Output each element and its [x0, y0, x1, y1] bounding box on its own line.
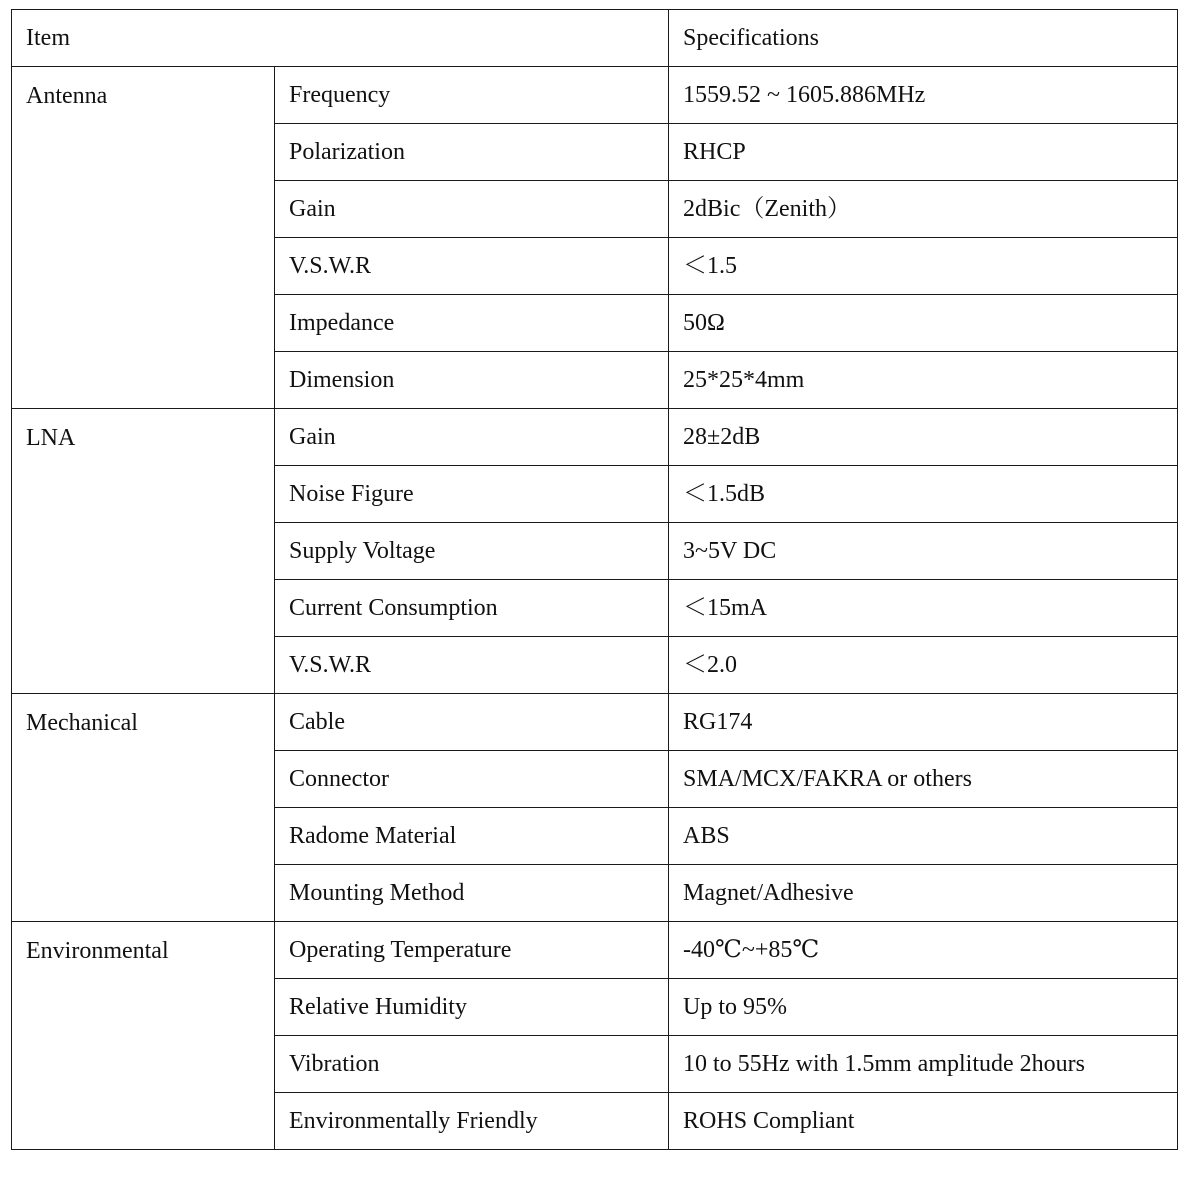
param-cell: Gain — [275, 409, 669, 466]
param-cell: Vibration — [275, 1036, 669, 1093]
spec-cell: 10 to 55Hz with 1.5mm amplitude 2hours — [669, 1036, 1178, 1093]
group-environmental: Environmental — [12, 922, 275, 1150]
table-row — [12, 694, 1178, 751]
param-cell: Noise Figure — [275, 466, 669, 523]
param-cell: Polarization — [275, 124, 669, 181]
table-row — [12, 409, 1178, 466]
param-cell: Supply Voltage — [275, 523, 669, 580]
param-cell: V.S.W.R — [275, 637, 669, 694]
spec-cell: SMA/MCX/FAKRA or others — [669, 751, 1178, 808]
spec-cell: ROHS Compliant — [669, 1093, 1178, 1150]
spec-cell: ＜15mA — [669, 580, 1178, 637]
param-cell: Relative Humidity — [275, 979, 669, 1036]
table-row — [12, 67, 1178, 124]
param-cell: Impedance — [275, 295, 669, 352]
spec-cell: RG174 — [669, 694, 1178, 751]
group-mechanical: Mechanical — [12, 694, 275, 922]
spec-cell: 1559.52 ~ 1605.886MHz — [669, 67, 1178, 124]
spec-cell: ＜2.0 — [669, 637, 1178, 694]
spec-cell: 50Ω — [669, 295, 1178, 352]
spec-cell: 2dBic（Zenith） — [669, 181, 1178, 238]
spec-cell: Magnet/Adhesive — [669, 865, 1178, 922]
spec-cell: ABS — [669, 808, 1178, 865]
spec-cell: RHCP — [669, 124, 1178, 181]
spec-cell: 25*25*4mm — [669, 352, 1178, 409]
spec-cell: Up to 95% — [669, 979, 1178, 1036]
param-cell: V.S.W.R — [275, 238, 669, 295]
param-cell: Connector — [275, 751, 669, 808]
param-cell: Operating Temperature — [275, 922, 669, 979]
spec-cell: 3~5V DC — [669, 523, 1178, 580]
param-cell: Dimension — [275, 352, 669, 409]
specifications-table — [11, 9, 1178, 1150]
spec-cell: ＜1.5dB — [669, 466, 1178, 523]
param-cell: Current Consumption — [275, 580, 669, 637]
group-lna: LNA — [12, 409, 275, 694]
spec-cell: 28±2dB — [669, 409, 1178, 466]
spec-cell: -40℃~+85℃ — [669, 922, 1178, 979]
table-row — [12, 922, 1178, 979]
param-cell: Frequency — [275, 67, 669, 124]
param-cell: Radome Material — [275, 808, 669, 865]
group-antenna: Antenna — [12, 67, 275, 409]
param-cell: Mounting Method — [275, 865, 669, 922]
param-cell: Cable — [275, 694, 669, 751]
header-specifications: Specifications — [669, 10, 1178, 67]
param-cell: Gain — [275, 181, 669, 238]
table-header-row — [12, 10, 1178, 67]
param-cell: Environmentally Friendly — [275, 1093, 669, 1150]
spec-cell: ＜1.5 — [669, 238, 1178, 295]
header-item: Item — [12, 10, 669, 67]
